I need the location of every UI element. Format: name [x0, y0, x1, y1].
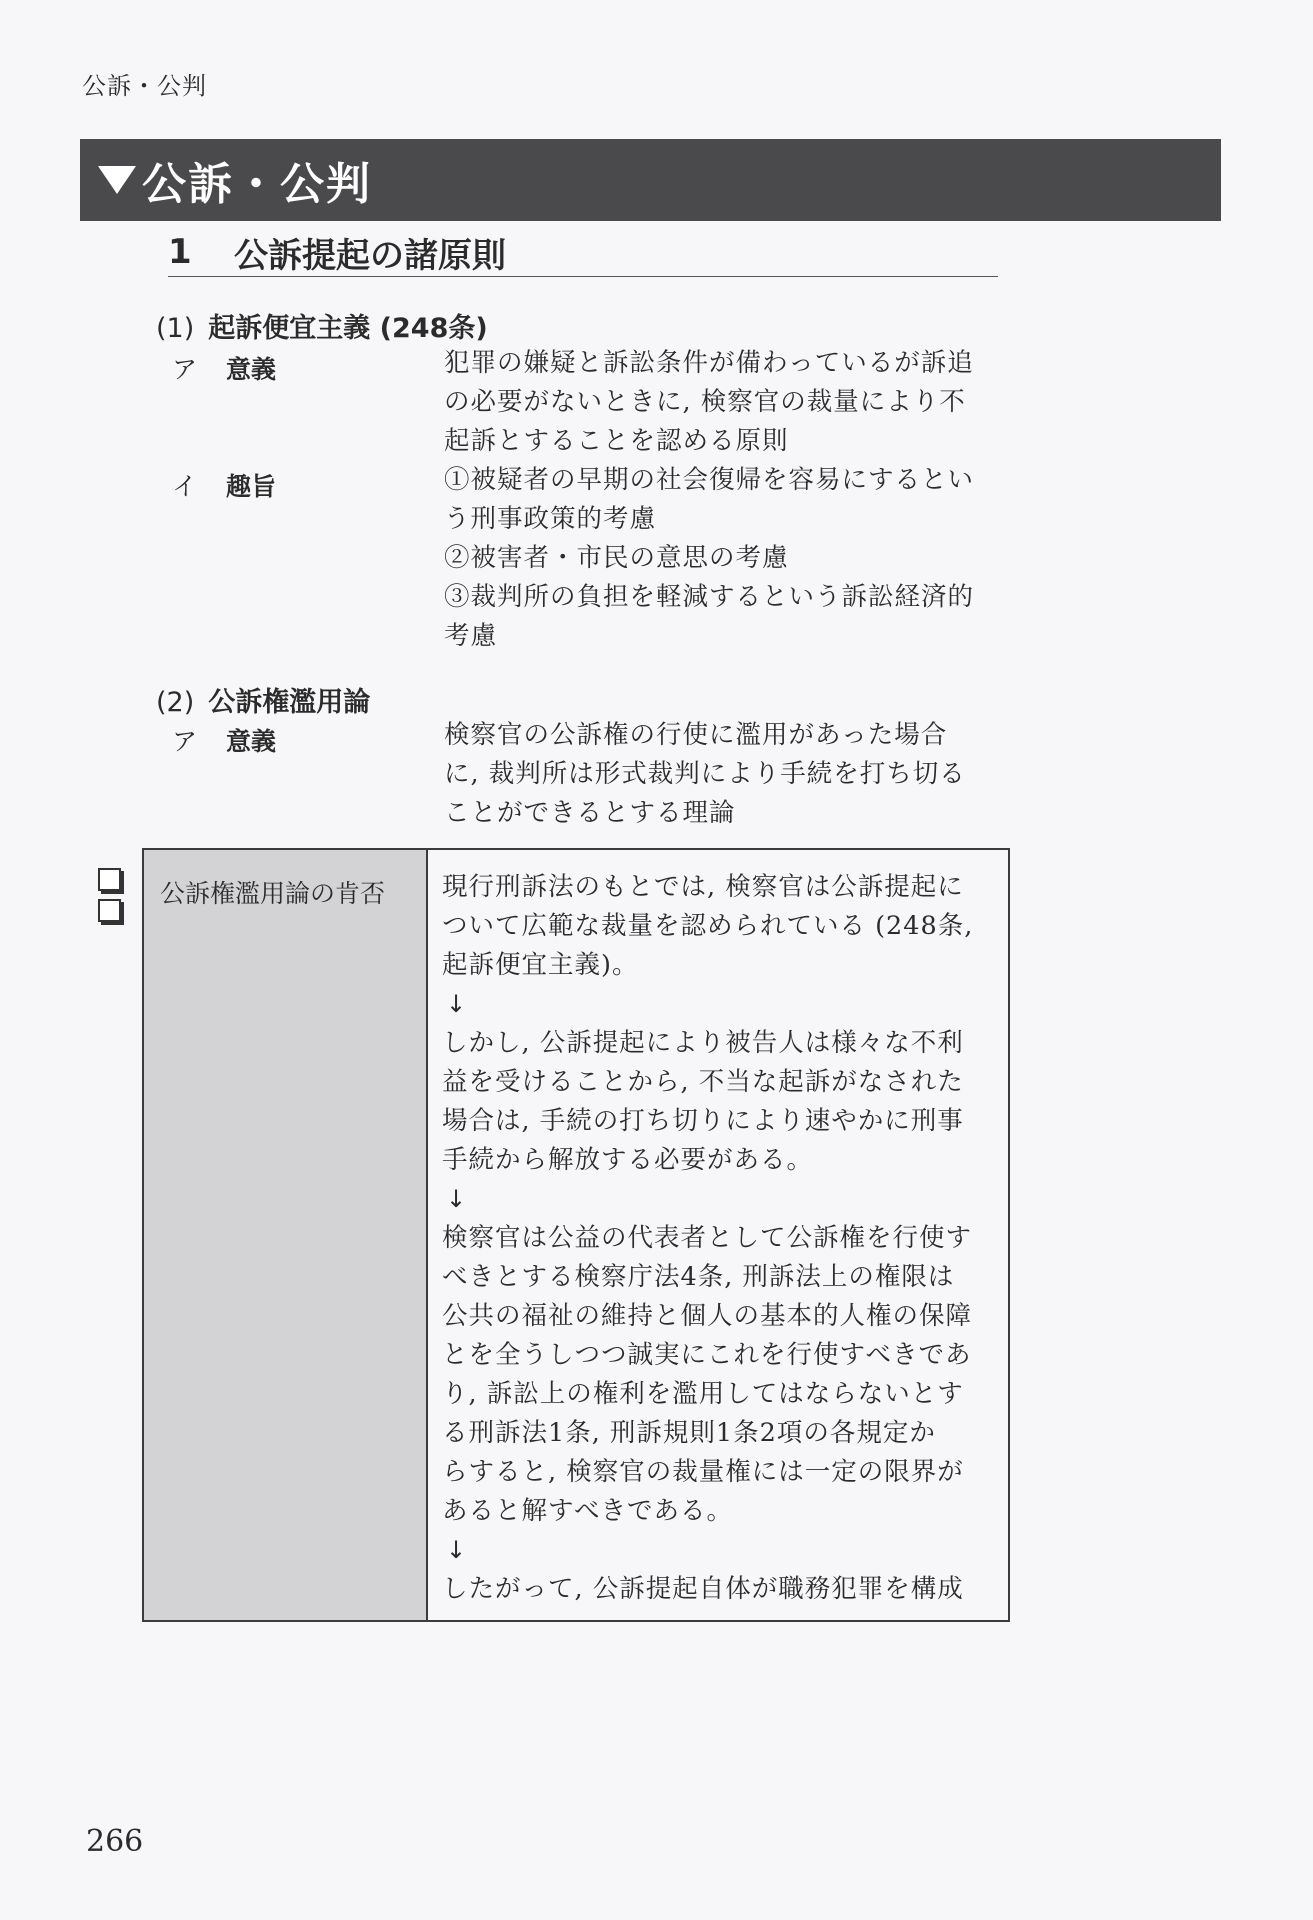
- item-label-meaning: [172, 350, 276, 386]
- item-mark: ア: [172, 727, 198, 756]
- text-line: り, 訴訟上の権利を濫用してはならないとす: [442, 1379, 964, 1409]
- text-line: 現行刑訴法のもとでは, 検察官は公訴提起に: [442, 872, 964, 902]
- page-number: 266: [86, 1824, 144, 1859]
- text-line: る刑訴法1条, 刑訴規則1条2項の各規定か: [442, 1418, 936, 1448]
- item-mark: イ: [172, 472, 198, 501]
- item-mark: ア: [172, 355, 198, 384]
- item-label-text: 意義: [226, 355, 277, 384]
- text-line: 起訴便宜主義)。: [442, 950, 639, 980]
- table-text-cell: [428, 850, 1008, 1620]
- review-checkbox-2[interactable]: [98, 899, 121, 922]
- text-line: 検察官の公訴権の行使に濫用があった場合: [444, 720, 948, 750]
- subsection-heading-1: [156, 306, 488, 345]
- text-line: に, 裁判所は形式裁判により手続を打ち切る: [444, 759, 966, 789]
- text-line: ②被害者・市民の意思の考慮: [444, 543, 789, 573]
- item-label-text: 趣旨: [226, 472, 277, 501]
- text-line: 犯罪の嫌疑と訴訟条件が備わっているが訴追: [444, 348, 974, 378]
- text-line: 公共の福祉の維持と個人の基本的人権の保障: [442, 1301, 973, 1331]
- text-line: べきとする検察庁法4条, 刑訴法上の権限は: [442, 1262, 955, 1292]
- text-line: とを全うしつつ誠実にこれを行使すべきであ: [442, 1340, 972, 1370]
- text-line: ことができるとする理論: [444, 798, 736, 828]
- text-line: 考慮: [444, 621, 498, 651]
- text-line: あると解すべきである。: [442, 1496, 733, 1526]
- section-number: 1: [168, 232, 192, 272]
- running-head: 公訴・公判: [82, 72, 207, 100]
- down-arrow-icon: ↓: [446, 1536, 468, 1564]
- item-body-purpose: [444, 461, 1004, 656]
- argument-table: [142, 848, 1010, 1622]
- down-arrow-icon: ↓: [446, 990, 468, 1018]
- section-heading: [168, 228, 998, 277]
- chapter-title: 公訴・公判: [142, 159, 372, 210]
- text-line: ついて広範な裁量を認められている (248条,: [442, 911, 974, 941]
- chapter-title-bar: [80, 139, 1221, 221]
- review-checkbox-1[interactable]: [98, 868, 121, 891]
- subsection-number: (2): [156, 687, 195, 718]
- item-body-meaning: [444, 344, 1004, 461]
- subsection-number: (1): [156, 313, 195, 344]
- text-line: 検察官は公益の代表者として公訴権を行使す: [442, 1223, 973, 1253]
- text-line: の必要がないときに, 検察官の裁量により不: [444, 387, 966, 417]
- review-checkboxes: [98, 868, 121, 922]
- table-label: 公訴権濫用論の肯否: [160, 879, 386, 908]
- text-line: ①被疑者の早期の社会復帰を容易にするとい: [444, 465, 975, 495]
- item-label-text: 意義: [226, 727, 277, 756]
- text-line: ③裁判所の負担を軽減するという訴訟経済的: [444, 582, 975, 612]
- down-arrow-icon: ↓: [446, 1185, 468, 1213]
- item-label-meaning-2: [172, 722, 276, 758]
- item-label-purpose: [172, 467, 276, 503]
- section-title: 公訴提起の諸原則: [234, 235, 506, 276]
- text-line: したがって, 公訴提起自体が職務犯罪を構成: [442, 1574, 964, 1604]
- text-line: う刑事政策的考慮: [444, 504, 657, 534]
- subsection-title: 公訴権濫用論: [208, 687, 371, 718]
- text-line: 益を受けることから, 不当な起訴がなされた: [442, 1067, 964, 1097]
- text-line: 場合は, 手続の打ち切りにより速やかに刑事: [442, 1106, 964, 1136]
- text-line: らすると, 検察官の裁量権には一定の限界が: [442, 1457, 964, 1487]
- text-line: しかし, 公訴提起により被告人は様々な不利: [442, 1028, 964, 1058]
- subsection-heading-2: [156, 680, 370, 719]
- table-label-cell: [144, 850, 428, 1620]
- text-line: 起訴とすることを認める原則: [444, 426, 789, 456]
- subsection-title: 起訴便宜主義 (248条): [208, 313, 488, 344]
- triangle-down-icon: [98, 166, 136, 194]
- item-body-meaning-2: [444, 716, 1004, 833]
- text-line: 手続から解放する必要がある。: [442, 1145, 814, 1175]
